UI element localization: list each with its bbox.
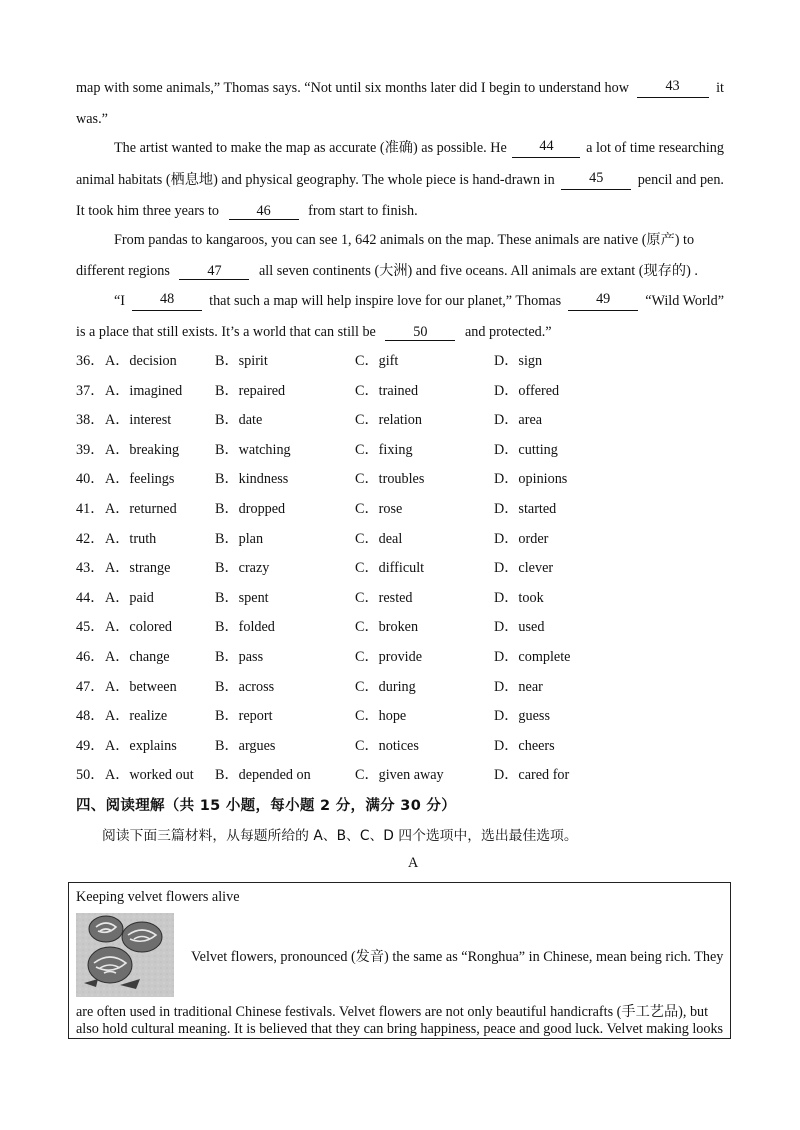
question-number: 39． (76, 441, 105, 458)
option-a: A．worked out (105, 767, 194, 784)
option-b: B．watching (215, 441, 291, 458)
passage-line (76, 261, 724, 281)
blank-43: 43 (637, 78, 709, 98)
option-c: C．rose (355, 501, 403, 517)
question-number: 49． (76, 737, 105, 754)
passage-text: It took him three years to (76, 203, 220, 219)
passage-line (76, 78, 724, 98)
question-number: 47． (76, 678, 105, 695)
option-c: C．difficult (355, 560, 425, 577)
option-a: A．between (105, 678, 177, 695)
option-a: A．colored (105, 619, 172, 636)
passage-text: different regions (76, 263, 170, 279)
option-c: C．notices (355, 737, 419, 754)
option-a: A．breaking (105, 441, 180, 458)
question-number: 50． (76, 767, 105, 784)
option-b: B．repaired (215, 382, 286, 399)
option-b: B．report (215, 708, 273, 725)
option-a: A．returned (105, 501, 177, 517)
option-a: A．feelings (105, 471, 175, 488)
option-a: A．change (105, 649, 170, 665)
box-text-line: Velvet flowers, pronounced (发音) the same as “Ronghua” in Chinese, mean being rich. They (191, 949, 724, 965)
passage-text: all seven continents (大洲) and five oceans. All animals are extant (现存的) . (259, 263, 698, 279)
option-c: C．during (355, 678, 416, 695)
option-d: D．opinions (494, 471, 568, 488)
option-d: D．offered (494, 382, 560, 399)
option-d: D．cheers (494, 737, 555, 754)
option-c: C．trained (355, 382, 419, 399)
option-d: D．area (494, 412, 543, 429)
passage-line (76, 201, 724, 221)
passage-line (76, 322, 724, 342)
velvet-flower-photo (76, 913, 174, 997)
passage-text: “Wild World” (645, 293, 724, 309)
question-number: 45． (76, 619, 105, 636)
option-b: B．kindness (215, 471, 289, 488)
option-b: B．plan (215, 530, 264, 547)
option-b: B．crazy (215, 560, 270, 577)
option-b: B．folded (215, 619, 275, 636)
question-number: 48． (76, 708, 105, 725)
option-b: B．date (215, 412, 263, 429)
passage-text: and protected.” (464, 324, 552, 340)
option-b: B．dropped (215, 501, 286, 517)
blank-45: 45 (561, 170, 631, 190)
section-title: 四、阅读理解（共 15 小题，每小题 2 分，满分 30 分） (76, 798, 457, 814)
option-d: D．clever (494, 560, 554, 577)
question-number: 46． (76, 649, 105, 665)
option-d: D．used (494, 619, 545, 636)
option-a: A．interest (105, 412, 172, 429)
blank-49: 49 (568, 291, 638, 311)
passage-line (114, 138, 724, 158)
question-number: 37． (76, 382, 105, 399)
blank-48: 48 (132, 291, 202, 311)
option-d: D．complete (494, 649, 571, 665)
option-b: B．pass (215, 649, 264, 665)
passage-text: The artist wanted to make the map as accurate (准确) as possible. He (114, 140, 507, 156)
option-c: C．troubles (355, 471, 425, 488)
option-b: B．spirit (215, 353, 268, 369)
box-text-line: are often used in traditional Chinese festivals. Velvet flowers are not only beautiful handicrafts (手工艺品), but (76, 1004, 709, 1020)
option-d: D．cared for (494, 767, 570, 784)
passage-line: was.” (76, 111, 108, 127)
question-number: 40． (76, 471, 105, 488)
reading-box (68, 882, 731, 1039)
option-d: D．order (494, 530, 549, 547)
blank-50: 50 (385, 324, 455, 341)
question-number: 41． (76, 501, 105, 517)
option-b: B．argues (215, 737, 276, 754)
option-d: D．sign (494, 353, 543, 369)
option-b: B．depended on (215, 767, 311, 784)
option-c: C．given away (355, 767, 444, 784)
passage-text: it (716, 80, 724, 96)
option-a: A．explains (105, 737, 177, 754)
option-b: B．spent (215, 589, 269, 606)
option-c: C．hope (355, 708, 407, 725)
passage-line (76, 170, 724, 190)
passage-text: a lot of time researching (586, 140, 724, 156)
option-c: C．gift (355, 353, 399, 369)
option-d: D．guess (494, 708, 550, 725)
passage-text: pencil and pen. (637, 172, 724, 188)
passage-text: “I (114, 293, 126, 309)
option-c: C．deal (355, 530, 403, 547)
part-label: A (408, 855, 419, 871)
option-c: C．provide (355, 649, 422, 665)
box-text-line: also hold cultural meaning. It is believed that they can bring happiness, peace and good luck. Velvet making looks (76, 1021, 724, 1037)
option-c: C．relation (355, 412, 422, 429)
passage-text: from start to finish. (308, 203, 418, 219)
section-instruction: 阅读下面三篇材料，从每题所给的 A、B、C、D 四个选项中，选出最佳选项。 (102, 828, 578, 844)
option-b: B．across (215, 678, 275, 695)
option-a: A．paid (105, 589, 154, 606)
option-a: A．imagined (105, 382, 183, 399)
option-d: D．started (494, 501, 557, 517)
blank-44: 44 (512, 138, 580, 158)
option-d: D．took (494, 589, 544, 606)
option-a: A．strange (105, 560, 171, 577)
option-c: C．fixing (355, 441, 413, 458)
question-number: 38． (76, 412, 105, 429)
passage-text: animal habitats (栖息地) and physical geography. The whole piece is hand-drawn in (76, 172, 555, 188)
question-number: 43． (76, 560, 105, 577)
blank-47: 47 (179, 263, 249, 280)
question-number: 44． (76, 589, 105, 606)
passage-text: is a place that still exists. It’s a world that can still be (76, 324, 376, 340)
option-d: D．cutting (494, 441, 558, 458)
passage-text: map with some animals,” Thomas says. “Not until six months later did I begin to understand how (76, 80, 629, 96)
passage-line (114, 291, 724, 311)
question-number: 36． (76, 353, 105, 369)
option-d: D．near (494, 678, 543, 695)
blank-46: 46 (229, 203, 299, 220)
passage-line: From pandas to kangaroos, you can see 1, 642 animals on the map. These animals are native (原产) to (114, 232, 695, 248)
box-title: Keeping velvet flowers alive (76, 889, 240, 905)
option-a: A．realize (105, 708, 168, 725)
passage-text: that such a map will help inspire love for our planet,” Thomas (209, 293, 562, 309)
question-number: 42． (76, 530, 105, 547)
option-a: A．truth (105, 530, 157, 547)
option-c: C．broken (355, 619, 419, 636)
option-c: C．rested (355, 589, 413, 606)
option-a: A．decision (105, 353, 177, 369)
